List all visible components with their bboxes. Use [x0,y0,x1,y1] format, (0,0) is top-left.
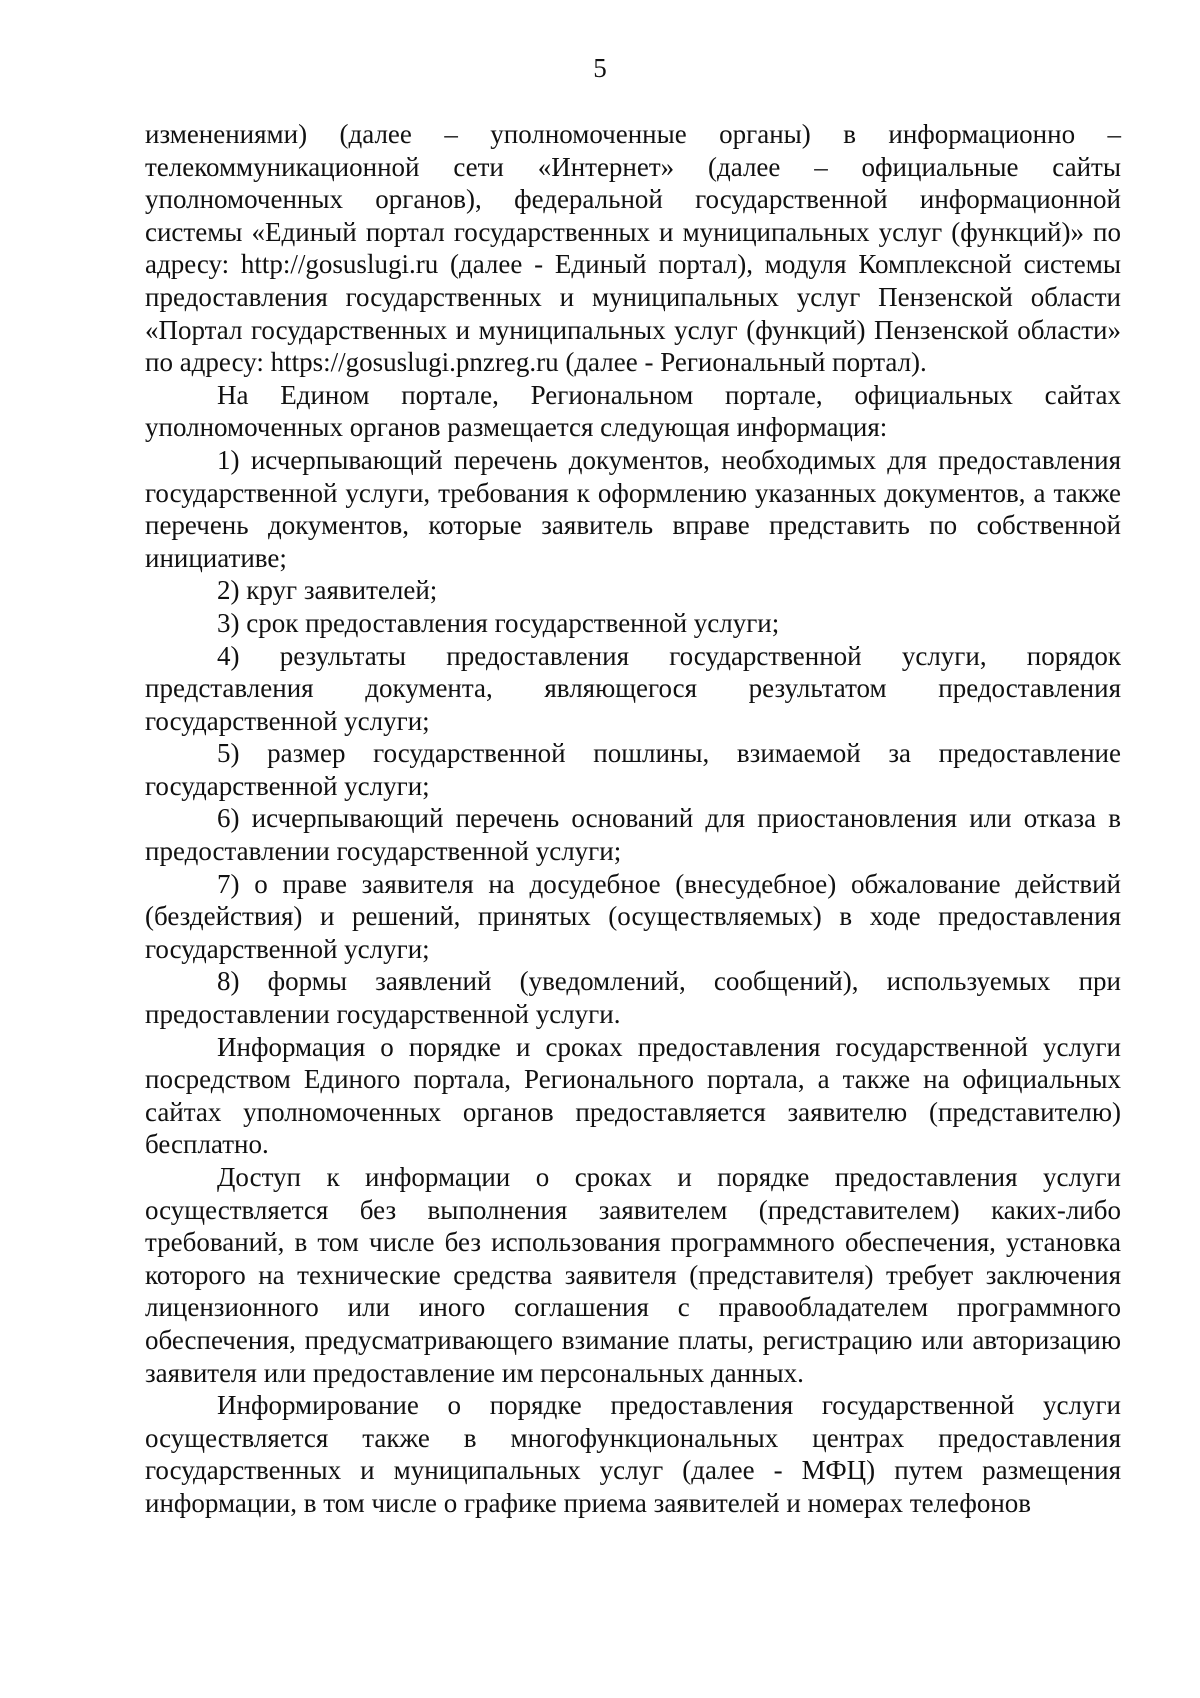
list-item-3: 3) срок предоставления государственной услуги; [217,607,780,638]
list-item-2: 2) круг заявителей; [217,575,438,606]
paragraph-free-info: Информация о порядке и сроках предоставления государственной услуги посредством Единого портала, Регионального портала, а также на официальных сайтах уполномоченных органов предоставляется заявителю (представителю) бесплатно. [145,1031,1121,1160]
paragraph-access: Доступ к информации о сроках и порядке предоставления услуги осуществляется без выполнения заявителем (представителем) каких-либо требований, в том числе без использования программного обеспечения, установка которого на технические средства заявителя (представителя) требует заключения лицензионного или иного соглашения с правообладателем программного обеспечения, предусматривающего взимание платы, регистрацию или авторизацию заявителя или предоставление им персональных данных. [145,1162,1121,1388]
list-item-7: 7) о праве заявителя на досудебное (внесудебное) обжалование действий (бездействия) и решений, принятых (осуществляемых) в ходе предоставления государственной услуги; [145,868,1121,964]
page-number: 5 [593,53,607,83]
paragraph-mfc: Информирование о порядке предоставления государственной услуги осуществляется также в многофункциональных центрах предоставления государственных и муниципальных услуг (далее - МФЦ) путем размещения информации, в том числе о графике приема заявителей и номерах телефонов [145,1390,1121,1518]
list-item-1: 1) исчерпывающий перечень документов, необходимых для предоставления государственной услуги, требования к оформлению указанных документов, а также перечень документов, которые заявитель вправе представить по собственной инициативе; [145,444,1121,573]
list-item-4: 4) результаты предоставления государственной услуги, порядок представления документа, являющегося результатом предоставления государственной услуги; [145,640,1121,736]
paragraph-info-intro: На Едином портале, Региональном портале, официальных сайтах уполномоченных органов размещается следующая информация: [145,379,1121,443]
list-item-6: 6) исчерпывающий перечень оснований для приостановления или отказа в предоставлении государственной услуги; [145,803,1121,867]
list-item-8: 8) формы заявлений (уведомлений, сообщений), используемых при предоставлении государственной услуги. [145,966,1121,1030]
list-item-5: 5) размер государственной пошлины, взимаемой за предоставление государственной услуги; [145,738,1121,801]
document-body [145,118,1121,1520]
paragraph-continuation: изменениями) (далее – уполномоченные органы) в информационно – телекоммуникационной сети «Интернет» (далее – официальные сайты уполномоченных органов), федеральной государственной информационной системы «Единый портал государственных и муниципальных услуг (функций)» по адресу: http://gosuslugi.ru (далее - Единый портал), модуля Комплексной системы предоставления государственных и муниципальных услуг Пензенской области «Портал государственных и муниципальных услуг (функций) Пензенской области» по адресу: https://gosuslugi.pnzreg.ru (далее - Региональный портал). [145,119,1121,378]
